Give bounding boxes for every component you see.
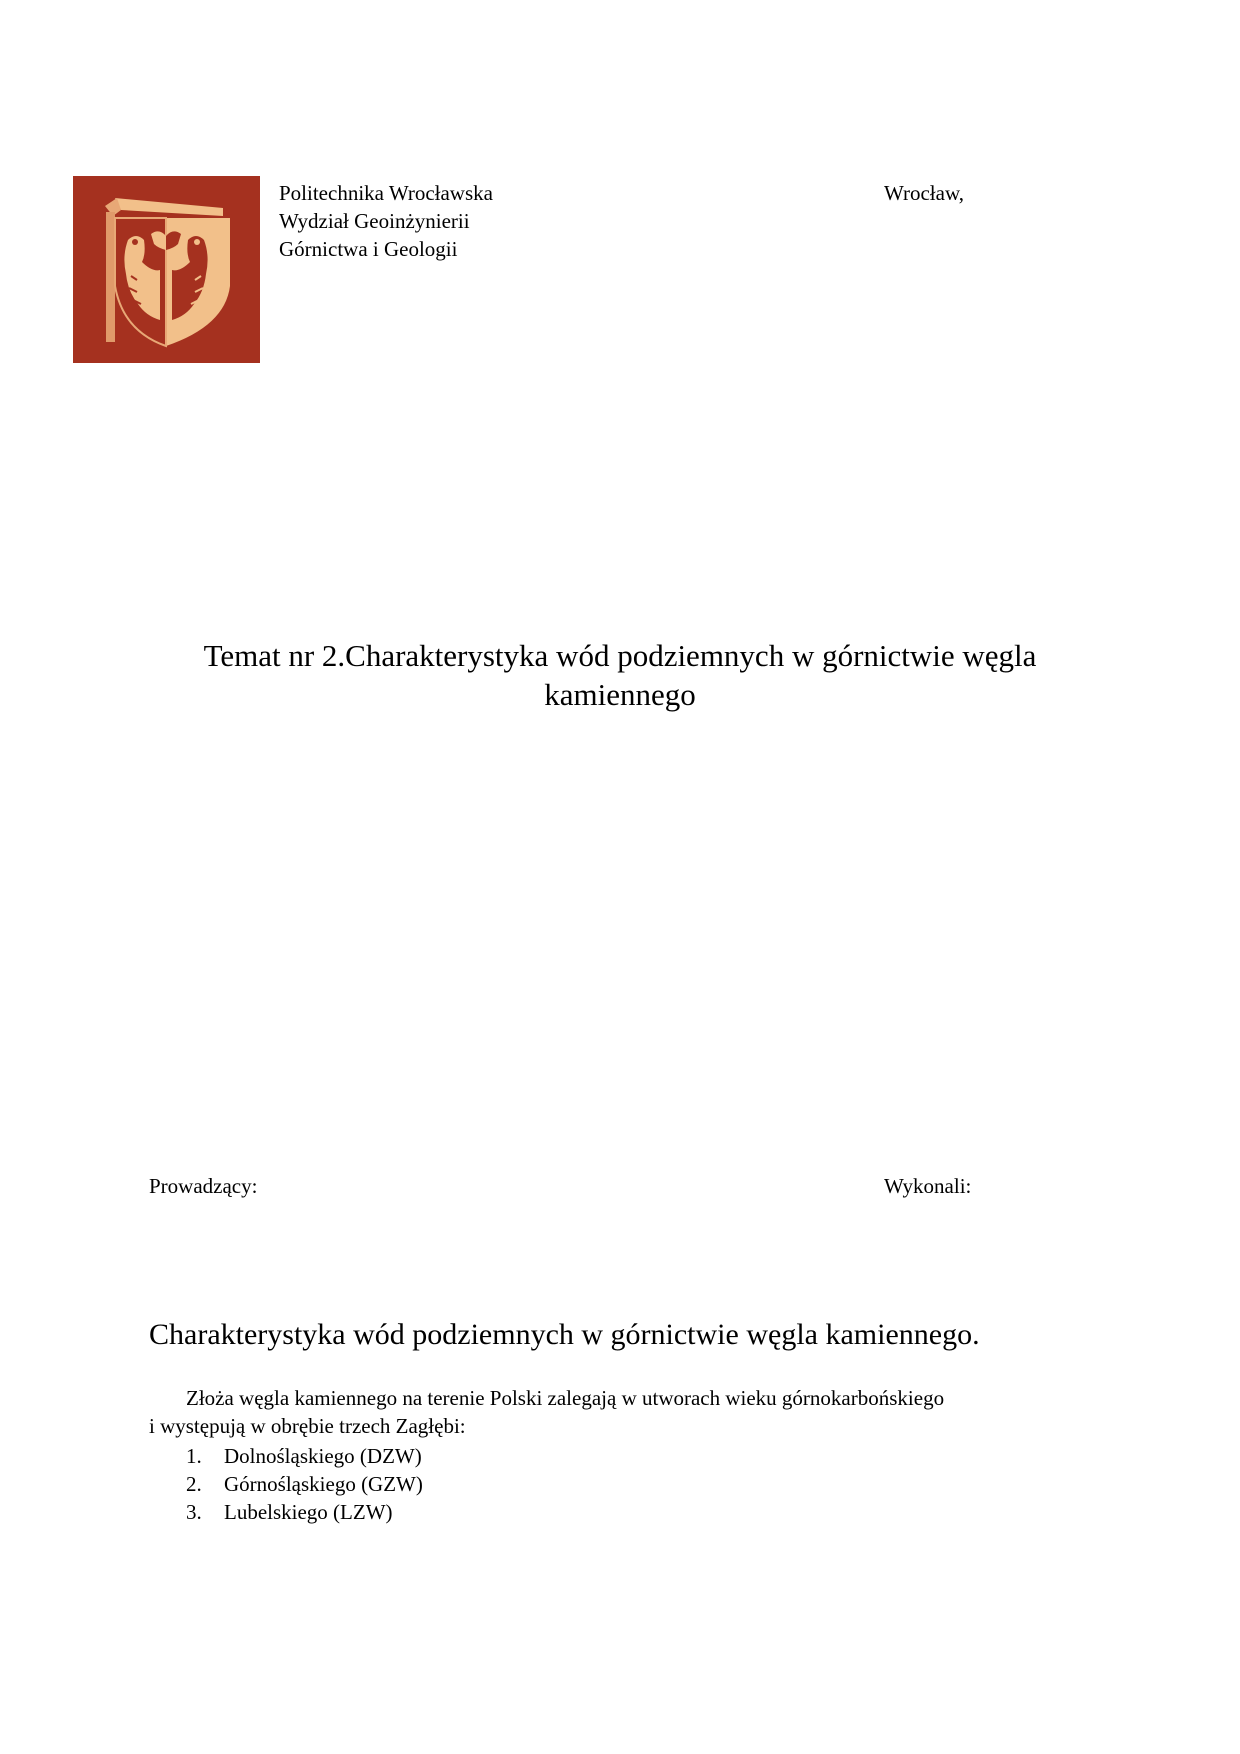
list-number: 2. <box>186 1472 202 1496</box>
list-text: Górnośląskiego (GZW) <box>224 1472 423 1496</box>
supervisor-label: Prowadzący: <box>149 1174 258 1198</box>
basin-list <box>186 1442 423 1526</box>
section-heading: Charakterystyka wód podziemnych w górnictwie węgla kamiennego. <box>149 1318 980 1351</box>
faculty-name-line2: Górnictwa i Geologii <box>279 237 458 261</box>
list-item <box>186 1442 423 1470</box>
place-date: Wrocław, <box>884 181 965 205</box>
document-title <box>0 636 1240 714</box>
list-number: 1. <box>186 1444 202 1468</box>
list-text: Lubelskiego (LZW) <box>224 1500 393 1524</box>
paragraph-line-2: i występują w obrębie trzech Zagłębi: <box>149 1414 466 1438</box>
university-crest-icon <box>73 176 260 363</box>
list-number: 3. <box>186 1500 202 1524</box>
paragraph-line-1: Złoża węgla kamiennego na terenie Polski zalegają w utworach wieku górnokarbońskiego <box>186 1386 945 1410</box>
university-logo <box>73 176 260 363</box>
authors-label: Wykonali: <box>884 1174 972 1198</box>
list-item <box>186 1498 423 1526</box>
faculty-name-line1: Wydział Geoinżynierii <box>279 209 470 233</box>
list-text: Dolnośląskiego (DZW) <box>224 1444 422 1468</box>
list-item <box>186 1470 423 1498</box>
title-line-1: Temat nr 2.Charakterystyka wód podziemnych w górnictwie węgla <box>203 638 1037 673</box>
institution-name: Politechnika Wrocławska <box>279 181 493 205</box>
title-line-2: kamiennego <box>544 677 696 712</box>
